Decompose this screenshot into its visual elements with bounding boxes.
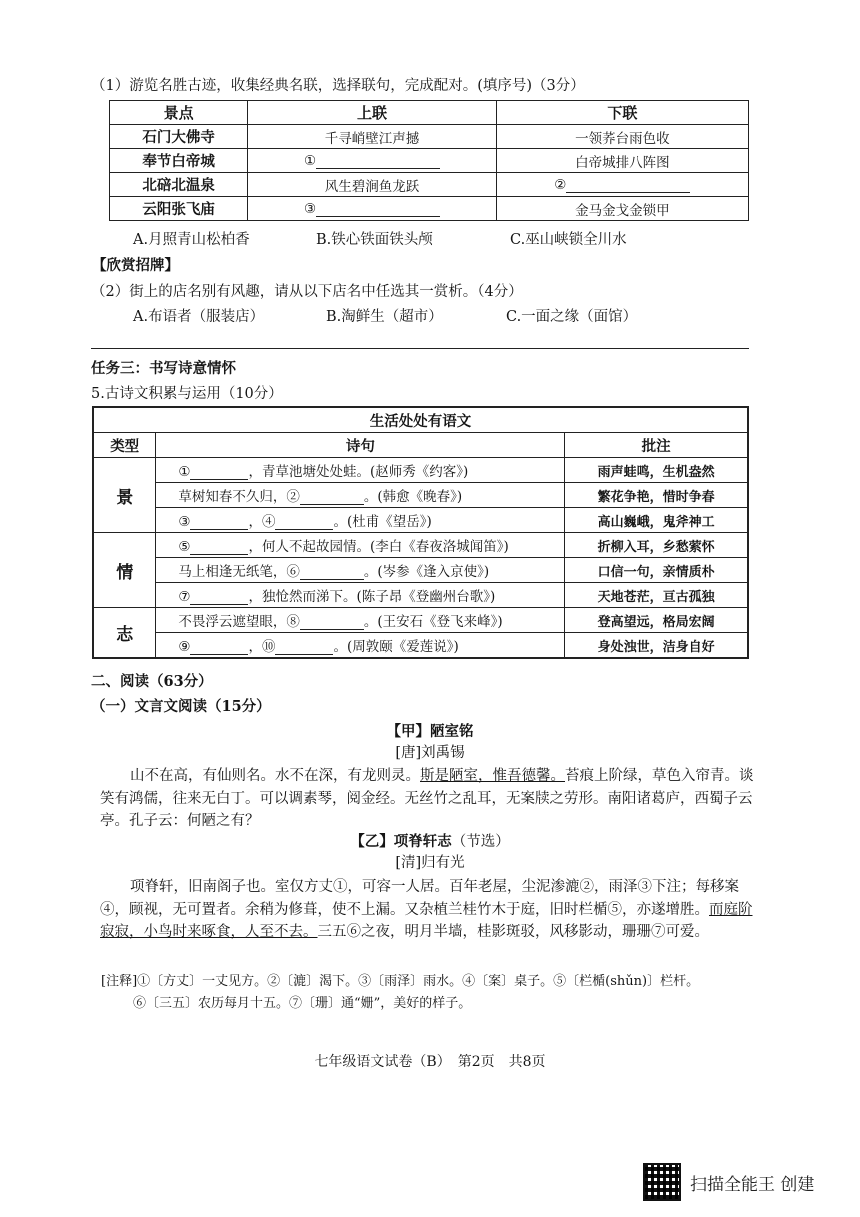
answer-blank[interactable] bbox=[566, 177, 690, 193]
table-header: 下联 bbox=[496, 101, 748, 125]
verse-text: 马上相逢无纸笔，⑥ bbox=[178, 564, 300, 580]
note-cell: 身处浊世，洁身自好 bbox=[565, 633, 748, 659]
answer-blank[interactable] bbox=[190, 514, 248, 530]
table-header: 景点 bbox=[110, 101, 248, 125]
option-a: A.布语者（服装店） bbox=[133, 309, 265, 325]
jia-passage bbox=[100, 765, 760, 833]
table-header: 批注 bbox=[565, 433, 748, 458]
blank-number: ③ bbox=[303, 200, 317, 217]
table-row bbox=[110, 125, 749, 149]
note-cell: 雨声蛙鸣，生机盎然 bbox=[565, 458, 748, 483]
passage-text: 项脊轩，旧南阁子也。室仅方丈①，可容一人居。百年老屋，尘泥渗漉②，雨泽③下注；每移案④，顾视，无可置者。余稍为修葺，使不上漏。又杂植兰桂竹木于庭，旧时栏楯⑤，亦遂增胜。 bbox=[100, 879, 739, 918]
verse-text: ① bbox=[178, 464, 191, 480]
verse-cell[interactable] bbox=[156, 633, 565, 659]
verse-text: 。(韩愈《晚春》) bbox=[363, 489, 463, 505]
answer-blank[interactable] bbox=[190, 464, 248, 480]
option-b: B.淘鲜生（超市） bbox=[326, 309, 443, 325]
answer-blank[interactable] bbox=[190, 639, 248, 655]
verse-cell[interactable] bbox=[156, 558, 565, 583]
blank-number: ② bbox=[554, 176, 567, 193]
couplet-table bbox=[109, 100, 749, 221]
verse-text: ，⑩ bbox=[248, 639, 276, 655]
verse-text: 。(杜甫《望岳》) bbox=[333, 514, 432, 530]
table-row bbox=[93, 508, 748, 533]
poetry-table bbox=[92, 406, 749, 659]
annotation-line: ⑥〔三五〕农历每月十五。⑦〔珊〕通“姗”，美好的样子。 bbox=[133, 996, 472, 1011]
jia-author: [唐]刘禹锡 bbox=[395, 745, 465, 761]
option-c: C.巫山峡锁全川水 bbox=[510, 232, 627, 248]
table-header: 类型 bbox=[93, 433, 156, 458]
answer-blank[interactable] bbox=[190, 539, 248, 555]
lower-cell: 白帝城排八阵图 bbox=[496, 149, 748, 173]
option-b: B.铁心铁面铁头颅 bbox=[316, 232, 433, 248]
yi-title-text: 【乙】项脊轩志 bbox=[350, 833, 452, 850]
note-cell: 登高望远，格局宏阔 bbox=[565, 608, 748, 633]
verse-text: ⑨ bbox=[178, 639, 191, 655]
option-a: A.月照青山松柏香 bbox=[133, 232, 250, 248]
yi-title-note: （节选） bbox=[451, 834, 510, 850]
jia-title: 【甲】陋室铭 bbox=[386, 723, 474, 740]
yi-author: [清]归有光 bbox=[395, 855, 465, 871]
table-title: 生活处处有语文 bbox=[93, 407, 748, 433]
passage-text: 三五⑥之夜，明月半墙，桂影斑驳，风移影动，珊珊⑦可爱。 bbox=[317, 924, 709, 940]
annotation-line: [注释]①〔方丈〕一丈见方。②〔漉〕渴下。③〔雨泽〕雨水。④〔案〕桌子。⑤〔栏楯(shǔn)〕栏杆。 bbox=[101, 974, 700, 989]
verse-text: ⑤ bbox=[178, 539, 191, 555]
verse-text: 。(王安石《登飞来峰》) bbox=[363, 614, 503, 630]
passage-text: 山不在高，有仙则名。水不在深，有龙则灵。 bbox=[130, 768, 420, 784]
verse-cell[interactable] bbox=[156, 508, 565, 533]
scanner-watermark: 扫描全能王 创建 bbox=[690, 1175, 815, 1195]
page-footer: 七年级语文试卷（B） 第2页 共8页 bbox=[314, 1054, 546, 1070]
type-cell: 景 bbox=[93, 458, 156, 533]
table-row bbox=[93, 533, 748, 558]
verse-text: ，青草池塘处处蛙。(赵师秀《约客》) bbox=[248, 464, 469, 480]
upper-cell: 千寻峭壁江声撼 bbox=[248, 125, 496, 149]
note-cell: 繁花争艳，惜时争春 bbox=[565, 483, 748, 508]
blank-number: ① bbox=[303, 152, 317, 169]
yi-title bbox=[0, 832, 860, 852]
upper-cell: 风生碧涧鱼龙跃 bbox=[248, 173, 496, 197]
scene-cell: 北碚北温泉 bbox=[110, 173, 248, 197]
answer-blank[interactable] bbox=[316, 201, 440, 217]
note-cell: 天地苍茫，亘古孤独 bbox=[565, 583, 748, 608]
verse-cell[interactable] bbox=[156, 583, 565, 608]
underlined-sentence: 而庭阶寂寂，小鸟时来啄食，人至不去。 bbox=[100, 901, 753, 940]
answer-blank[interactable] bbox=[300, 564, 364, 580]
qr-code-icon bbox=[643, 1163, 681, 1201]
reading-heading: 二、阅读（63分） bbox=[91, 673, 213, 690]
verse-text: ，何人不起故园情。(李白《春夜洛城闻笛》) bbox=[248, 539, 509, 555]
scene-cell: 石门大佛寺 bbox=[110, 125, 248, 149]
table-row bbox=[93, 483, 748, 508]
verse-cell[interactable] bbox=[156, 533, 565, 558]
divider bbox=[91, 348, 749, 349]
table-row bbox=[93, 608, 748, 633]
answer-blank[interactable] bbox=[300, 614, 364, 630]
table-row bbox=[110, 173, 749, 197]
answer-blank[interactable] bbox=[316, 153, 440, 169]
q1-prompt: （1）游览名胜古迹，收集经典名联，选择联句，完成配对。(填序号)（3分） bbox=[91, 78, 585, 94]
verse-text: 不畏浮云遮望眼，⑧ bbox=[178, 614, 300, 630]
table-row bbox=[93, 558, 748, 583]
table-row bbox=[110, 149, 749, 173]
answer-blank[interactable] bbox=[300, 489, 364, 505]
task-heading: 任务三：书写诗意情怀 bbox=[91, 360, 236, 377]
table-row bbox=[93, 458, 748, 483]
q5-title: 5.古诗文积累与运用（10分） bbox=[91, 386, 283, 402]
table-row bbox=[110, 197, 749, 221]
lower-cell: 一领荞台雨色收 bbox=[496, 125, 748, 149]
note-cell: 高山巍峨，鬼斧神工 bbox=[565, 508, 748, 533]
verse-cell[interactable] bbox=[156, 458, 565, 483]
option-c: C.一面之缘（面馆） bbox=[506, 309, 638, 325]
answer-blank[interactable] bbox=[275, 514, 333, 530]
upper-cell[interactable] bbox=[248, 149, 496, 173]
yi-passage bbox=[100, 876, 760, 944]
answer-blank[interactable] bbox=[190, 589, 248, 605]
type-cell: 志 bbox=[93, 608, 156, 659]
verse-text: ，④ bbox=[248, 514, 276, 530]
table-row bbox=[93, 583, 748, 608]
lower-cell[interactable] bbox=[496, 173, 748, 197]
scene-cell: 奉节白帝城 bbox=[110, 149, 248, 173]
verse-text: 草树知春不久归，② bbox=[178, 489, 300, 505]
underlined-sentence: 斯是陋室，惟吾德馨。 bbox=[420, 768, 565, 784]
verse-text: 。(岑参《逢入京使》) bbox=[363, 564, 490, 580]
type-cell: 情 bbox=[93, 533, 156, 608]
verse-text: ，独怆然而涕下。(陈子昂《登幽州台歌》) bbox=[248, 589, 496, 605]
section-heading: 【欣赏招牌】 bbox=[92, 257, 179, 274]
verse-text: ③ bbox=[178, 514, 191, 530]
note-cell: 折柳入耳，乡愁萦怀 bbox=[565, 533, 748, 558]
table-row bbox=[93, 633, 748, 659]
lower-cell: 金马金戈金锁甲 bbox=[496, 197, 748, 221]
verse-text: ⑦ bbox=[178, 589, 191, 605]
table-header: 上联 bbox=[248, 101, 496, 125]
answer-blank[interactable] bbox=[275, 639, 333, 655]
verse-cell[interactable] bbox=[156, 608, 565, 633]
scene-cell: 云阳张飞庙 bbox=[110, 197, 248, 221]
passage-text: 苔痕上阶绿，草色入帘青。谈笑有鸿儒，往来无白丁。可以调素琴，阅金经。无丝竹之乱耳，无案牍之劳形。南阳诸葛庐，西蜀子云亭。孔子云：何陋之有？ bbox=[100, 768, 754, 829]
reading-subheading: （一）文言文阅读（15分） bbox=[91, 698, 271, 715]
table-header: 诗句 bbox=[156, 433, 565, 458]
verse-text: 。(周敦颐《爱莲说》) bbox=[333, 639, 459, 655]
note-cell: 口信一句，亲情质朴 bbox=[565, 558, 748, 583]
upper-cell[interactable] bbox=[248, 197, 496, 221]
q2-prompt: （2）街上的店名别有风趣，请从以下店名中任选其一赏析。（4分） bbox=[91, 284, 523, 300]
verse-cell[interactable] bbox=[156, 483, 565, 508]
